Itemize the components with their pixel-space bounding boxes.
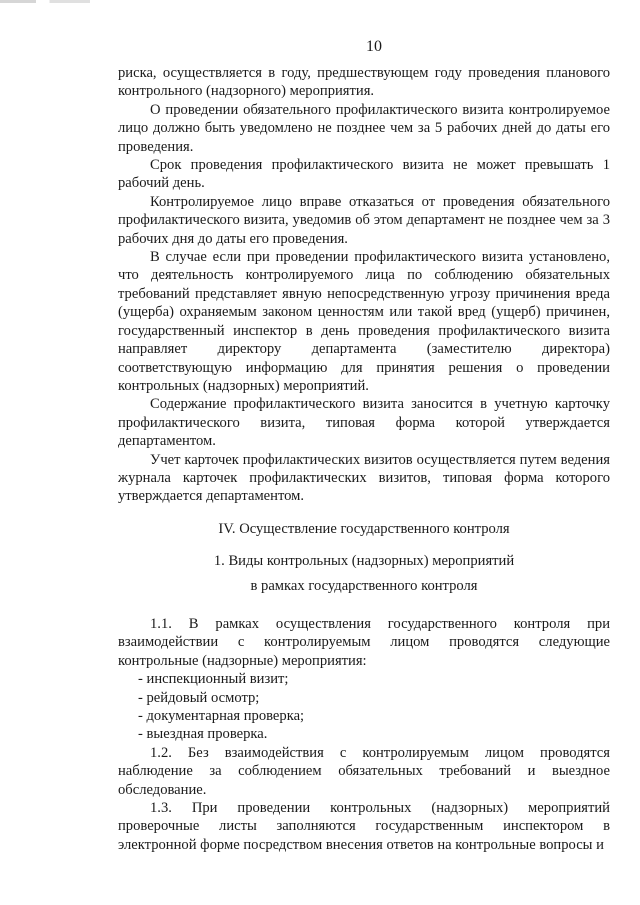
list-item: - рейдовый осмотр; [138,689,260,706]
scan-artifact [0,0,90,3]
list-item: - инспекционный визит; [138,671,289,688]
list-item: - документарная проверка; [138,708,305,724]
paragraph: В случае если при проведении профилактического визита установлено, что деятельность контролируемого лица по соблюдению обязательных требований представляет явную непосредственную угрозу причинения вреда (ущерба) охраняемым законом ценностям или такой вред (ущерб) причинен, государственный инспектор в день проведения профилактического визита направляет директору департамента (заместителю директора) соответствующую информацию для принятия решения о проведении контрольных (надзорных) мероприятий. [118,249,610,394]
paragraph: Срок проведения профилактического визита не может превышать 1 рабочий день. [118,157,610,192]
subsection-heading-line2: в рамках государственного контроля [250,577,478,594]
subsection-heading-line1: 1. Виды контрольных (надзорных) мероприятий [213,553,515,570]
body-top [118,64,610,506]
paragraph: О проведении обязательного профилактического визита контролируемое лицо должно быть уведомлено не позднее чем за 5 рабочих дней до даты его проведения. [118,101,610,155]
paragraph: 1.1. В рамках осуществления государственного контроля при взаимодействии с контролируемым лицом проводятся следующие контрольные (надзорные) мероприятия: [118,615,610,669]
paragraph: 1.3. При проведении контрольных (надзорных) мероприятий проверочные листы заполняются государственным инспектором в электронной форме посредством внесения ответов на контрольные вопросы и [118,800,610,853]
paragraph: риска, осуществляется в году, предшествующем году проведения планового контрольного (надзорного) мероприятия. [118,65,610,100]
paragraph: 1.2. Без взаимодействия с контролируемым лицом проводятся наблюдение за соблюдением обязательных требований и выездное обследование. [118,744,610,798]
list-item: - выездная проверка. [138,726,268,743]
paragraph: Учет карточек профилактических визитов осуществляется путем ведения журнала карточек профилактических визитов, типовая форма которого утверждается департаментом. [118,451,610,505]
paragraph: Контролируемое лицо вправе отказаться от проведения обязательного профилактического визита, уведомив об этом департамент не позднее чем за 3 рабочих дня до даты его проведения. [118,193,610,247]
body-bottom [118,615,610,854]
paragraph: Содержание профилактического визита заносится в учетную карточку профилактического визита, типовая форма которой утверждается департаментом. [118,396,610,450]
section-heading: IV. Осуществление государственного контроля [218,520,510,537]
page-number: 10 [366,38,382,55]
